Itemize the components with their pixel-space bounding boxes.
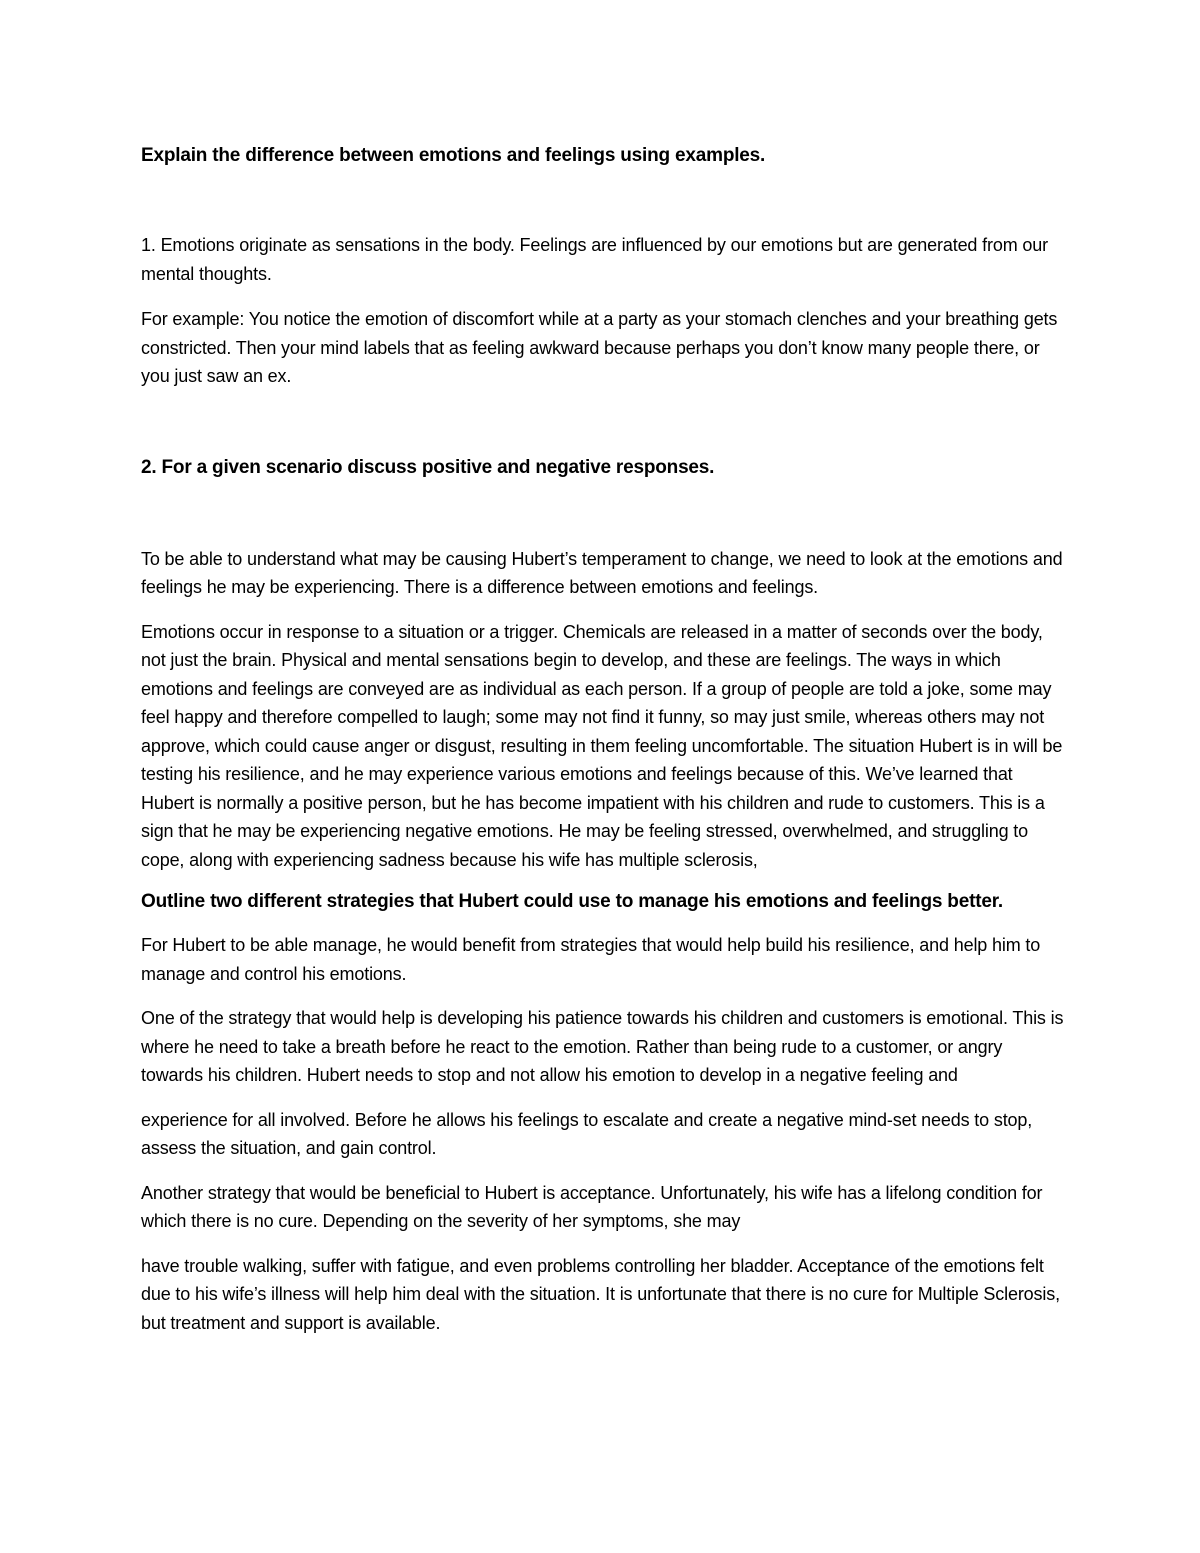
paragraph-hubert-temperament: To be able to understand what may be causing Hubert’s temperament to change, we need to look at the emotions and feelings he may be experiencing. There is a difference between emotions and feelings. xyxy=(141,548,1063,597)
heading-question-2: 2. For a given scenario discuss positive and negative responses. xyxy=(141,456,715,478)
heading-strategies: Outline two different strategies that Hubert could use to manage his emotions and feelings better. xyxy=(141,891,1003,912)
paragraph-example: For example: You notice the emotion of discomfort while at a party as your stomach clenches and your breathing gets constricted. Then your mind labels that as feeling awkward because perhaps you don’t know many people there, or you just saw an ex. xyxy=(141,309,1058,386)
heading-question-1: Explain the difference between emotions and feelings using examples. xyxy=(141,145,766,166)
paragraph-strategy-patience: One of the strategy that would help is developing his patience towards his children and customers is emotional. This is where he need to take a breath before he react to the emotion. Rather than being rude to a customer, or angry towards his children. Hubert needs to stop and not allow his emotion to develop in a negative feeling and xyxy=(141,1008,1064,1085)
paragraph-resilience: For Hubert to be able manage, he would benefit from strategies that would help build his resilience, and help him to manage and control his emotions. xyxy=(141,935,1041,984)
document-body xyxy=(141,142,1066,1337)
paragraph-emotions-response: Emotions occur in response to a situation or a trigger. Chemicals are released in a matter of seconds over the body, not just the brain. Physical and mental sensations begin to develop, and these are feelings. The ways in which emotions and feelings are conveyed are as individual as each person. If a group of people are told a joke, some may feel happy and therefore compelled to laugh; some may not find it funny, so may just smile, whereas others may not approve, which could cause anger or disgust, resulting in them feeling uncomfortable. The situation Hubert is in will be testing his resilience, and he may experience various emotions and feelings because of this. We’ve learned that Hubert is normally a positive person, but he has become impatient with his children and rude to customers. This is a sign that he may be experiencing negative emotions. He may be feeling stressed, overwhelmed, and struggling to cope, along with experiencing sadness because his wife has multiple sclerosis, xyxy=(141,621,1063,870)
paragraph-strategy-acceptance-cont: have trouble walking, suffer with fatigue, and even problems controlling her bladder. Acceptance of the emotions felt due to his wife’s illness will help him deal with the situation. It is unfortunate that there is no cure for Multiple Sclerosis, but treatment and support is available. xyxy=(141,1255,1060,1333)
paragraph-strategy-patience-cont: experience for all involved. Before he allows his feelings to escalate and create a negative mind-set needs to stop, assess the situation, and gain control. xyxy=(141,1109,1033,1158)
paragraph-emotions-vs-feelings: 1. Emotions originate as sensations in the body. Feelings are influenced by our emotions but are generated from our mental thoughts. xyxy=(141,235,1048,284)
paragraph-strategy-acceptance: Another strategy that would be beneficial to Hubert is acceptance. Unfortunately, his wife has a lifelong condition for which there is no cure. Depending on the severity of her symptoms, she may xyxy=(141,1182,1043,1231)
